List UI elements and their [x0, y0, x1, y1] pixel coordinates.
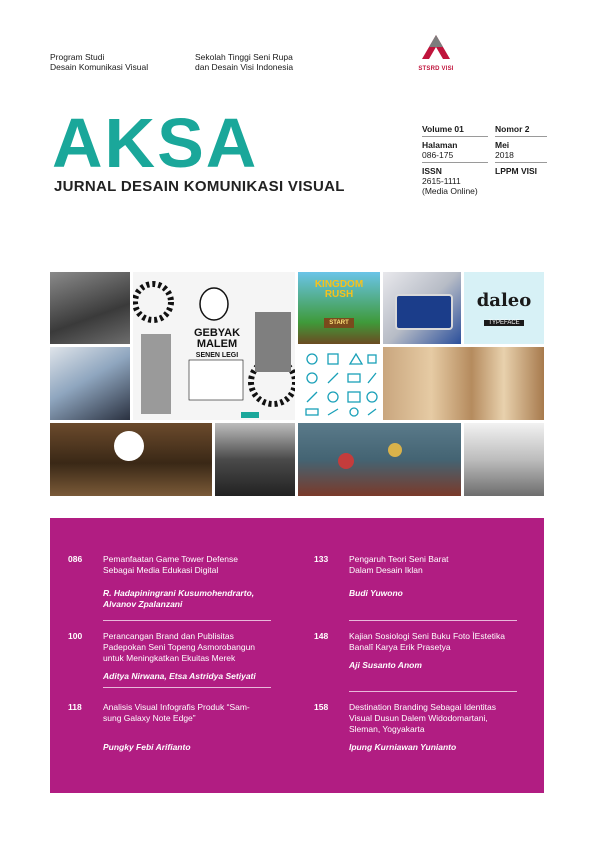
- wooden-masks-tile: [383, 347, 544, 420]
- tower-defense-tile: [298, 423, 461, 496]
- toc-author: [349, 660, 422, 671]
- journal-subtitle: JURNAL DESAIN KOMUNIKASI VISUAL: [54, 178, 345, 195]
- toc-divider: [103, 620, 271, 621]
- toc-author: [349, 742, 456, 753]
- toc-author-line: Ipung Kurniawan Yunianto: [349, 742, 457, 752]
- toc-author: [349, 588, 403, 599]
- toc-page: 100: [68, 631, 83, 641]
- toc-title-line: Kajian Sosiologi Seni Buku Foto ÌEstetika: [349, 631, 505, 641]
- logo-text: STSRD VISI: [418, 66, 454, 72]
- school-line-1: Sekolah Tinggi Seni Rupa: [195, 52, 293, 62]
- last-supper-tile: [50, 423, 212, 496]
- school-line-2: dan Desain Visi Indonesia: [195, 62, 294, 72]
- toc-author-line: Alvanov Zpalanzani: [103, 599, 183, 609]
- phone-photo-tile: [50, 347, 130, 420]
- journal-title: AKSA: [52, 104, 259, 182]
- game-start: START: [324, 318, 354, 328]
- game-tile: [298, 272, 380, 344]
- phone-tile: [383, 272, 461, 344]
- bw-photo-tile: [215, 423, 295, 496]
- toc-author-line: Aji Susanto Anom: [349, 660, 422, 670]
- triangle-logo-icon: [421, 34, 451, 60]
- toc-author-line: Pungky Febi Arifianto: [103, 742, 191, 752]
- toc-title: [349, 631, 534, 653]
- toc-author-line: R. Hadapiningrani Kusumohendrarto,: [103, 588, 255, 598]
- month: Mei: [495, 140, 510, 150]
- toc-title-line: Sebagai Media Edukasi Digital: [103, 565, 219, 575]
- number: Nomor 2: [495, 124, 530, 134]
- typeface-label: TYPEFACE: [484, 320, 524, 326]
- poster-line-3: SENEN LEGI: [195, 352, 239, 359]
- toc-author: [103, 671, 256, 682]
- toc-title-line: Dalam Desain Iklan: [349, 565, 423, 575]
- institution-logo: [418, 34, 454, 72]
- program-label: [50, 52, 148, 72]
- toc-divider: [349, 691, 517, 692]
- program-line-1: Program Studi: [50, 52, 105, 62]
- photobook-tile: [464, 423, 544, 496]
- meta-left: [422, 124, 488, 196]
- toc-title-line: Pemanfaatan Game Tower Defense: [103, 554, 238, 564]
- toc-title-line: Banalî Karya Erik Prasetya: [349, 642, 451, 652]
- toc-author-line: Aditya Nirwana, Etsa Astridya Setiyati: [103, 671, 256, 681]
- font-sample: daleo: [476, 290, 532, 311]
- icon-grid-tile: [298, 347, 380, 420]
- issn-note: (Media Online): [422, 186, 478, 196]
- toc-title-line: Visual Dusun Dalem Widodomartani,: [349, 713, 488, 723]
- poster-tile: [133, 272, 295, 420]
- volume: Volume 01: [422, 124, 464, 134]
- toc-title: [349, 554, 534, 576]
- photo-people-tile: [50, 272, 130, 344]
- game-title: KINGDOM RUSH: [314, 279, 364, 300]
- toc-title-line: Destination Branding Sebagai Identitas: [349, 702, 496, 712]
- toc-divider: [349, 620, 517, 621]
- publisher: LPPM VISI: [495, 166, 538, 176]
- toc-title-line: untuk Meningkatkan Ekuitas Merek: [103, 653, 236, 663]
- toc-title-line: Perancangan Brand dan Publisitas: [103, 631, 234, 641]
- toc-title: [103, 554, 298, 576]
- toc-page: 133: [314, 554, 329, 564]
- table-of-contents: [50, 518, 544, 793]
- program-line-2: Desain Komunikasi Visual: [50, 62, 149, 72]
- year: 2018: [495, 150, 514, 160]
- cover-image-mosaic: [50, 272, 544, 496]
- issn-label: ISSN: [422, 166, 442, 176]
- toc-title-line: Pengaruh Teori Seni Barat: [349, 554, 449, 564]
- school-label: [195, 52, 293, 72]
- toc-title-line: Sleman, Yogyakarta: [349, 724, 425, 734]
- issn-value: 2615-1111: [422, 176, 461, 186]
- toc-title: [349, 702, 534, 735]
- toc-author: [103, 742, 191, 753]
- toc-page: 158: [314, 702, 329, 712]
- toc-title: [103, 702, 308, 724]
- toc-author: [103, 588, 254, 610]
- typeface-tile: [464, 272, 544, 344]
- toc-page: 118: [68, 702, 82, 712]
- pages-label: Halaman: [422, 140, 458, 150]
- toc-title-line: sung Galaxy Note Edge”: [103, 713, 196, 723]
- toc-title: [103, 631, 308, 664]
- toc-title-line: Analisis Visual Infografis Produk “Sam-: [103, 702, 250, 712]
- toc-divider: [103, 687, 271, 688]
- toc-page: 086: [68, 554, 83, 564]
- poster-line-2: MALEM: [196, 338, 238, 350]
- toc-author-line: Budi Yuwono: [349, 588, 403, 598]
- meta-right: [495, 124, 547, 176]
- toc-page: 148: [314, 631, 329, 641]
- poster-line-1: GEBYAK: [193, 327, 241, 339]
- toc-title-line: Padepokan Seni Topeng Asmorobangun: [103, 642, 256, 652]
- pages-value: 086-175: [422, 150, 454, 160]
